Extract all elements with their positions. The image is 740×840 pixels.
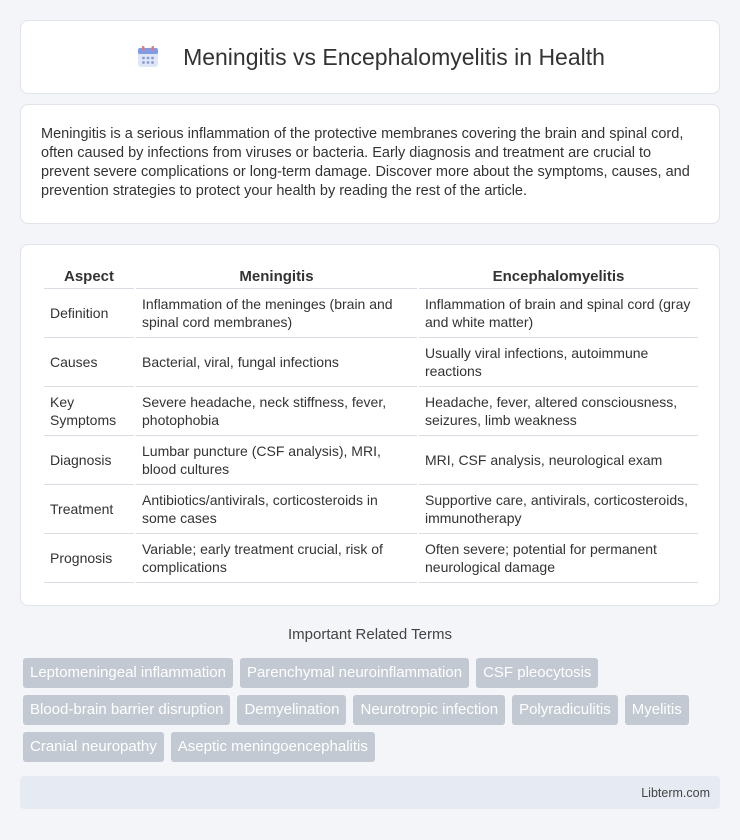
intro-text: Meningitis is a serious inflammation of the protective membranes covering the brain and spinal cord, often caused by infections from viruses or bacteria. Early diagnosis and treatment are crucial to prevent severe complications or long-term damage. Discover more about the symptoms, causes, and prevention strategies to protect your health by reading the rest of the article. (41, 126, 690, 199)
header-aspect: Aspect (44, 265, 134, 289)
row-aspect: Definition (44, 289, 134, 338)
header-encephalomyelitis: Encephalomyelitis (419, 265, 698, 289)
table-row (44, 534, 698, 583)
row-encephalomyelitis: Inflammation of brain and spinal cord (gray and white matter) (419, 289, 698, 338)
table-header-row (44, 265, 698, 289)
row-meningitis: Antibiotics/antivirals, corticosteroids in some cases (136, 485, 417, 534)
row-encephalomyelitis: MRI, CSF analysis, neurological exam (419, 436, 698, 485)
row-meningitis: Variable; early treatment crucial, risk of complications (136, 534, 417, 583)
related-term-tag[interactable]: Myelitis (625, 695, 689, 725)
related-term-tag[interactable]: Parenchymal neuroinflammation (240, 658, 469, 688)
row-aspect: Treatment (44, 485, 134, 534)
page-title: Meningitis vs Encephalomyelitis in Health (183, 43, 605, 70)
row-meningitis: Inflammation of the meninges (brain and spinal cord membranes) (136, 289, 417, 338)
table-row (44, 387, 698, 436)
title-card (20, 20, 720, 94)
table-row (44, 485, 698, 534)
related-term-tag[interactable]: Polyradiculitis (512, 695, 618, 725)
related-terms-heading: Important Related Terms (288, 626, 452, 643)
table-row (44, 436, 698, 485)
row-aspect: Key Symptoms (44, 387, 134, 436)
intro-card (20, 104, 720, 224)
row-aspect: Diagnosis (44, 436, 134, 485)
row-encephalomyelitis: Often severe; potential for permanent neurological damage (419, 534, 698, 583)
table-row (44, 289, 698, 338)
related-term-tag[interactable]: Aseptic meningoencephalitis (171, 732, 375, 762)
row-encephalomyelitis: Supportive care, antivirals, corticosteroids, immunotherapy (419, 485, 698, 534)
related-term-tag[interactable]: Blood-brain barrier disruption (23, 695, 230, 725)
related-terms-list (23, 658, 723, 762)
comparison-table (42, 265, 700, 583)
row-encephalomyelitis: Headache, fever, altered consciousness, seizures, limb weakness (419, 387, 698, 436)
row-aspect: Prognosis (44, 534, 134, 583)
related-term-tag[interactable]: CSF pleocytosis (476, 658, 598, 688)
related-term-tag[interactable]: Neurotropic infection (353, 695, 505, 725)
comparison-card (20, 244, 720, 606)
header-meningitis: Meningitis (136, 265, 417, 289)
related-term-tag[interactable]: Demyelination (237, 695, 346, 725)
title-wrap (135, 44, 605, 71)
footer-site-link[interactable]: Libterm.com (641, 785, 710, 800)
related-term-tag[interactable]: Leptomeningeal inflammation (23, 658, 233, 688)
row-encephalomyelitis: Usually viral infections, autoimmune reactions (419, 338, 698, 387)
row-aspect: Causes (44, 338, 134, 387)
footer (20, 776, 720, 809)
row-meningitis: Severe headache, neck stiffness, fever, photophobia (136, 387, 417, 436)
row-meningitis: Bacterial, viral, fungal infections (136, 338, 417, 387)
related-term-tag[interactable]: Cranial neuropathy (23, 732, 164, 762)
row-meningitis: Lumbar puncture (CSF analysis), MRI, blood cultures (136, 436, 417, 485)
table-row (44, 338, 698, 387)
calendar-icon (135, 44, 161, 70)
